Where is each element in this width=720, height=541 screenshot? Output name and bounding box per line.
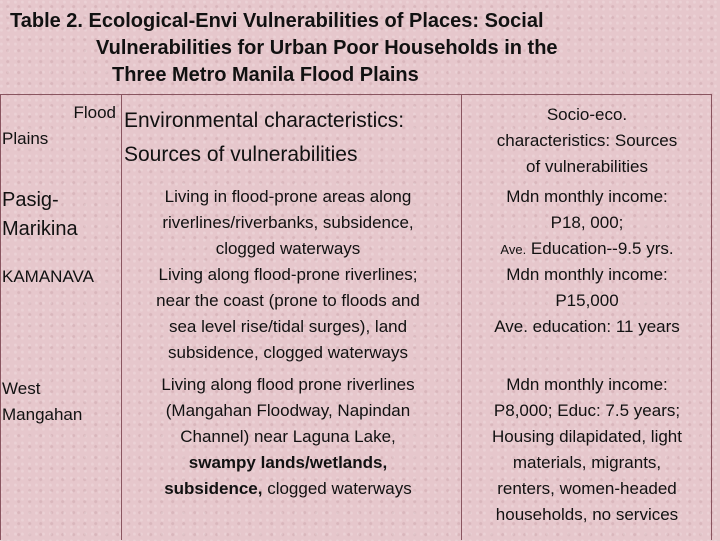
env-line: near the coast (prone to floods and (156, 291, 420, 310)
header-env-line-1: Environmental characteristics: (124, 109, 405, 132)
column-divider-2 (461, 94, 462, 540)
place-line-2: Mangahan (2, 405, 83, 424)
socio-line: households, no services (495, 505, 679, 524)
row-kamanava-place (2, 264, 120, 290)
env-line: Channel) near Laguna Lake, (180, 427, 396, 446)
place-line-1: West (2, 379, 41, 398)
title-line-3: Three Metro Manila Flood Plains (112, 64, 419, 86)
header-socio-line-2: characteristics: Sources (496, 131, 678, 150)
bold-subsidence: subsidence, (164, 479, 263, 498)
socio-line: P15,000 (555, 291, 619, 310)
env-line: clogged waterways (215, 239, 361, 258)
env-text: clogged waterways (262, 479, 412, 498)
row-kamanava-socio (470, 262, 704, 340)
table-border-right (711, 94, 712, 540)
header-environmental (124, 104, 454, 172)
socio-line: Housing dilapidated, light (492, 427, 682, 446)
env-line: (Mangahan Floodway, Napindan (165, 401, 411, 420)
socio-line: P18, 000; (550, 213, 624, 232)
header-socio-line-1: Socio-eco. (546, 105, 628, 124)
env-line: riverlines/riverbanks, subsidence, (162, 213, 414, 232)
ave-prefix: Ave. (500, 242, 527, 257)
socio-line: Mdn monthly income: (506, 375, 668, 394)
header-socio-line-3: of vulnerabilities (526, 157, 648, 176)
socio-line: Mdn monthly income: (506, 265, 668, 284)
place-line-1: Pasig- (2, 189, 59, 211)
env-line: Living along flood-prone riverlines; (158, 265, 418, 284)
column-divider-1 (121, 94, 122, 540)
header-env-line-2: Sources of vulnerabilities (124, 143, 358, 166)
header-plains-label: Plains (2, 129, 49, 148)
env-line: Living in flood-prone areas along (164, 187, 412, 206)
socio-line (470, 236, 704, 263)
row-west-mangahan-env (124, 372, 452, 502)
row-west-mangahan-place (2, 376, 120, 428)
row-pasig-marikina-place (2, 186, 120, 244)
bold-wetlands: swampy lands/wetlands, (188, 453, 388, 472)
place-line-2: Marikina (2, 218, 78, 240)
row-kamanava-env (124, 262, 452, 366)
socio-line: Ave. education: 11 years (494, 317, 680, 336)
table-border-left (0, 94, 1, 540)
header-socio-eco (470, 102, 704, 180)
row-west-mangahan-socio (470, 372, 704, 528)
row-pasig-marikina-env (124, 184, 452, 262)
header-flood-plains (2, 100, 120, 152)
env-line: Living along flood prone riverlines (161, 375, 415, 394)
education-text: Education--9.5 yrs. (526, 239, 674, 258)
header-flood-label: Flood (73, 103, 116, 122)
page-title (0, 8, 720, 89)
env-line (124, 476, 452, 502)
socio-line: Mdn monthly income: (506, 187, 668, 206)
env-line: subsidence, clogged waterways (167, 343, 409, 362)
place-line-1: KAMANAVA (2, 267, 94, 286)
title-line-2: Vulnerabilities for Urban Poor Households in the (96, 37, 558, 59)
title-line-1: Table 2. Ecological-Envi Vulnerabilities of Places: Social (10, 10, 544, 32)
socio-line: P8,000; Educ: 7.5 years; (493, 401, 681, 420)
env-line (124, 450, 452, 476)
socio-line: materials, migrants, (512, 453, 662, 472)
env-line: sea level rise/tidal surges), land (168, 317, 408, 336)
row-pasig-marikina-socio (470, 184, 704, 263)
socio-line: renters, women-headed (497, 479, 677, 498)
